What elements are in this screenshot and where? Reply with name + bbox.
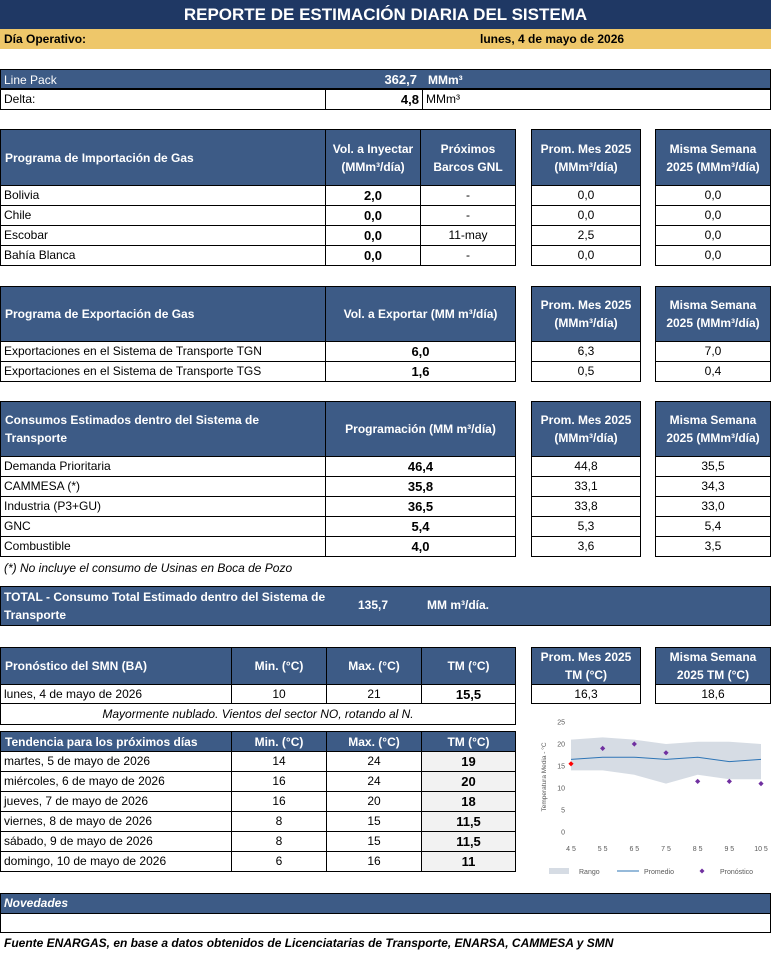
export-row-week: 0,4: [655, 361, 771, 382]
trend-row-tm: 19: [421, 751, 516, 772]
import-row-vol: 0,0: [325, 245, 421, 266]
trend-row-max: 24: [326, 771, 422, 792]
consumption-col-prom: Prom. Mes 2025 (MMm³/día): [531, 401, 641, 457]
trend-row-tm: 11,5: [421, 811, 516, 832]
consumption-row-week: 33,0: [655, 496, 771, 517]
import-row-week: 0,0: [655, 185, 771, 206]
x-tick-label: 7 5: [661, 846, 671, 853]
trend-row-min: 6: [231, 851, 327, 872]
consumption-row-prom: 3,6: [531, 536, 641, 557]
x-tick-label: 8 5: [692, 846, 703, 853]
consumption-header: Consumos Estimados dentro del Sistema de Transporte: [0, 401, 326, 457]
consumption-row-name: GNC: [0, 516, 326, 537]
trend-col-max: Max. (°C): [326, 731, 422, 752]
forecast-today-min: 10: [231, 684, 327, 704]
legend-range-label: Rango: [579, 869, 600, 876]
legend-forecast-swatch: [700, 869, 705, 874]
forecast-col-week: Misma Semana 2025 TM (°C): [655, 647, 771, 685]
forecast-today-week: 18,6: [655, 684, 771, 704]
trend-row-date: jueves, 7 de mayo de 2026: [0, 791, 232, 812]
trend-row-tm: 20: [421, 771, 516, 792]
legend-forecast-label: Pronóstico: [720, 869, 754, 876]
forecast-header: Pronóstico del SMN (BA): [0, 647, 232, 685]
operative-day-value: lunes, 4 de mayo de 2026: [480, 32, 625, 46]
linepack-row: [0, 69, 771, 89]
import-row-ships: -: [420, 185, 516, 206]
y-tick-label: 20: [557, 741, 565, 749]
import-row-prom: 0,0: [531, 245, 641, 266]
news-header: Novedades: [0, 893, 771, 914]
trend-col-min: Min. (°C): [231, 731, 327, 752]
forecast-today-prom: 16,3: [531, 684, 641, 704]
import-row-prom: 0,0: [531, 185, 641, 206]
trend-row-max: 15: [326, 811, 422, 832]
import-col-prom: Prom. Mes 2025 (MMm³/día): [531, 129, 641, 186]
range-area: [571, 737, 761, 783]
consumption-row-prom: 33,8: [531, 496, 641, 517]
consumption-row-prom: 44,8: [531, 456, 641, 477]
trend-row-min: 16: [231, 771, 327, 792]
trend-header: Tendencia para los próximos días: [0, 731, 232, 752]
legend-average-label: Promedio: [644, 869, 674, 876]
consumption-row-name: Combustible: [0, 536, 326, 557]
delta-label: Delta:: [0, 89, 326, 110]
consumption-row-prog: 46,4: [325, 456, 516, 477]
trend-row-min: 8: [231, 811, 327, 832]
import-row-week: 0,0: [655, 205, 771, 226]
consumption-col-prog: Programación (MM m³/día): [325, 401, 516, 457]
trend-row-max: 15: [326, 831, 422, 852]
trend-row-min: 14: [231, 751, 327, 772]
import-row-ships: -: [420, 205, 516, 226]
total-value: 135,7: [358, 598, 389, 612]
x-tick-label: 6 5: [629, 846, 640, 853]
consumption-row-prog: 4,0: [325, 536, 516, 557]
export-row-vol: 1,6: [325, 361, 516, 382]
import-row-name: Bolivia: [0, 185, 326, 206]
import-row-prom: 2,5: [531, 225, 641, 246]
export-col-prom: Prom. Mes 2025 (MMm³/día): [531, 286, 641, 342]
operative-day-label: Día Operativo:: [4, 32, 87, 46]
x-tick-label: 9 5: [724, 846, 735, 853]
trend-row-max: 16: [326, 851, 422, 872]
source-note: Fuente ENARGAS, en base a datos obtenidos de Licenciatarias de Transporte, ENARSA, CAMMESA y SMN: [4, 936, 614, 950]
forecast-col-min: Min. (°C): [231, 647, 327, 685]
legend-range-swatch: [549, 868, 569, 874]
import-row-vol: 2,0: [325, 185, 421, 206]
trend-row-min: 16: [231, 791, 327, 812]
export-row-vol: 6,0: [325, 341, 516, 362]
news-body: [0, 913, 771, 933]
import-row-vol: 0,0: [325, 205, 421, 226]
import-col-vol: Vol. a Inyectar (MMm³/día): [325, 129, 421, 186]
forecast-col-tm: TM (°C): [421, 647, 516, 685]
import-header: Programa de Importación de Gas: [0, 129, 326, 186]
trend-row-tm: 11: [421, 851, 516, 872]
linepack-unit: MMm³: [428, 73, 463, 87]
x-tick-label: 5 5: [597, 846, 608, 853]
consumption-row-prom: 33,1: [531, 476, 641, 497]
y-tick-label: 0: [561, 829, 565, 837]
import-row-week: 0,0: [655, 245, 771, 266]
export-header: Programa de Exportación de Gas: [0, 286, 326, 342]
import-col-ships: Próximos Barcos GNL: [420, 129, 516, 186]
consumption-row-name: Demanda Prioritaria: [0, 456, 326, 477]
consumption-row-prom: 5,3: [531, 516, 641, 537]
total-unit: MM m³/día.: [427, 598, 489, 612]
y-tick-label: 5: [561, 807, 565, 815]
import-col-week: Misma Semana 2025 (MMm³/día): [655, 129, 771, 186]
export-row-name: Exportaciones en el Sistema de Transporte TGN: [0, 341, 326, 362]
consumption-row-week: 35,5: [655, 456, 771, 477]
consumption-row-week: 34,3: [655, 476, 771, 497]
trend-col-tm: TM (°C): [421, 731, 516, 752]
consumption-note: (*) No incluye el consumo de Usinas en Boca de Pozo: [4, 561, 293, 575]
trend-row-max: 24: [326, 751, 422, 772]
temperature-chart: [525, 712, 771, 882]
y-axis-label: Temperatura Media - °C: [541, 742, 548, 812]
y-tick-label: 25: [557, 719, 565, 727]
forecast-point: [758, 781, 763, 786]
delta-value: 4,8: [325, 89, 423, 110]
linepack-label: Line Pack: [4, 73, 57, 87]
consumption-row-name: Industria (P3+GU): [0, 496, 326, 517]
import-row-week: 0,0: [655, 225, 771, 246]
consumption-col-week: Misma Semana 2025 (MMm³/día): [655, 401, 771, 457]
forecast-today-date: lunes, 4 de mayo de 2026: [0, 684, 232, 704]
page-title: REPORTE DE ESTIMACIÓN DIARIA DEL SISTEMA: [0, 0, 771, 29]
linepack-value: 362,7: [384, 72, 417, 87]
operative-day-bar: [0, 29, 771, 49]
export-row-week: 7,0: [655, 341, 771, 362]
x-tick-label: 10 5: [754, 846, 768, 853]
consumption-row-week: 5,4: [655, 516, 771, 537]
consumption-row-week: 3,5: [655, 536, 771, 557]
forecast-point: [695, 779, 700, 784]
consumption-row-prog: 35,8: [325, 476, 516, 497]
forecast-col-max: Max. (°C): [326, 647, 422, 685]
import-row-ships: -: [420, 245, 516, 266]
export-row-name: Exportaciones en el Sistema de Transporte TGS: [0, 361, 326, 382]
trend-row-date: martes, 5 de mayo de 2026: [0, 751, 232, 772]
export-row-prom: 0,5: [531, 361, 641, 382]
forecast-today-max: 21: [326, 684, 422, 704]
y-tick-label: 10: [557, 785, 565, 793]
consumption-row-name: CAMMESA (*): [0, 476, 326, 497]
import-row-vol: 0,0: [325, 225, 421, 246]
export-row-prom: 6,3: [531, 341, 641, 362]
trend-row-date: sábado, 9 de mayo de 2026: [0, 831, 232, 852]
total-label: TOTAL - Consumo Total Estimado dentro del Sistema de Transporte: [4, 590, 326, 622]
trend-row-tm: 18: [421, 791, 516, 812]
total-row: [0, 586, 771, 626]
forecast-col-prom: Prom. Mes 2025 TM (°C): [531, 647, 641, 685]
trend-row-tm: 11,5: [421, 831, 516, 852]
import-row-name: Bahía Blanca: [0, 245, 326, 266]
forecast-today-tm: 15,5: [421, 684, 516, 704]
import-row-name: Chile: [0, 205, 326, 226]
y-tick-label: 15: [557, 763, 565, 771]
trend-row-date: miércoles, 6 de mayo de 2026: [0, 771, 232, 792]
trend-row-min: 8: [231, 831, 327, 852]
consumption-row-prog: 36,5: [325, 496, 516, 517]
forecast-description: Mayormente nublado. Vientos del sector NO, rotando al N.: [0, 703, 516, 725]
forecast-point: [727, 779, 732, 784]
delta-unit: MMm³: [422, 89, 771, 110]
import-row-name: Escobar: [0, 225, 326, 246]
trend-row-max: 20: [326, 791, 422, 812]
trend-row-date: viernes, 8 de mayo de 2026: [0, 811, 232, 832]
import-row-ships: 11-may: [420, 225, 516, 246]
export-col-vol: Vol. a Exportar (MM m³/día): [325, 286, 516, 342]
consumption-row-prog: 5,4: [325, 516, 516, 537]
import-row-prom: 0,0: [531, 205, 641, 226]
export-col-week: Misma Semana 2025 (MMm³/día): [655, 286, 771, 342]
x-tick-label: 4 5: [566, 846, 576, 853]
trend-row-date: domingo, 10 de mayo de 2026: [0, 851, 232, 872]
